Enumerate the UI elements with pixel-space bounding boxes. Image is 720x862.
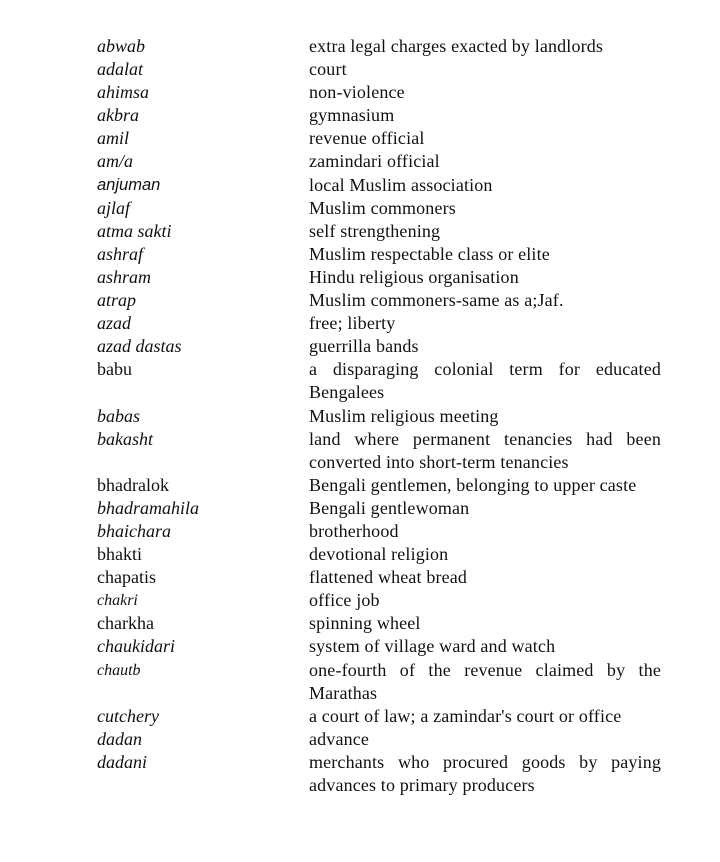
glossary-term: ajlaf — [97, 197, 131, 218]
glossary-term: chautb — [97, 661, 141, 679]
glossary-entry — [97, 728, 672, 751]
glossary-definition: local Muslim association — [309, 174, 493, 195]
glossary-term: am/a — [97, 151, 133, 172]
glossary-entry — [97, 243, 672, 266]
glossary-entry — [97, 127, 672, 150]
glossary-term: ashram — [97, 266, 152, 287]
glossary-definition: one-fourth of the revenue claimed by the Marathas — [309, 659, 661, 703]
glossary-term: charkha — [97, 613, 154, 634]
glossary-term: atrap — [97, 290, 137, 311]
glossary-entry — [97, 428, 672, 474]
glossary-term: akbra — [97, 105, 139, 126]
glossary-entry — [97, 705, 672, 728]
glossary-term: anjuman — [97, 175, 161, 194]
glossary-definition: Muslim commoners-same as a;Jaf. — [309, 290, 564, 311]
glossary-term: chaukidari — [97, 636, 175, 657]
glossary-definition: Muslim commoners — [309, 197, 456, 218]
glossary-term: azad — [97, 313, 132, 334]
glossary-list — [97, 35, 672, 797]
glossary-entry — [97, 358, 672, 404]
glossary-definition: Bengali gentlewoman — [309, 497, 470, 518]
glossary-term: atma sakti — [97, 220, 172, 241]
glossary-term: bhadramahila — [97, 497, 200, 518]
glossary-definition: land where permanent tenancies had been converted into short-term tenancies — [309, 428, 661, 472]
glossary-term: ashraf — [97, 243, 144, 264]
glossary-entry — [97, 612, 672, 635]
glossary-entry — [97, 589, 672, 612]
glossary-term: ahimsa — [97, 82, 150, 103]
glossary-definition: a disparaging colonial term for educated Bengalees — [309, 359, 661, 403]
glossary-entry — [97, 566, 672, 589]
glossary-definition: Hindu religious organisation — [309, 266, 519, 287]
glossary-entry — [97, 197, 672, 220]
glossary-definition: flattened wheat bread — [309, 567, 468, 588]
glossary-definition: revenue official — [309, 128, 425, 149]
glossary-definition: office job — [309, 590, 380, 611]
glossary-definition: court — [309, 59, 347, 80]
glossary-entry — [97, 635, 672, 658]
glossary-term: abwab — [97, 36, 146, 56]
glossary-definition: devotional religion — [309, 544, 449, 565]
glossary-definition: Muslim religious meeting — [309, 405, 499, 426]
glossary-entry — [97, 474, 672, 497]
glossary-entry — [97, 520, 672, 543]
glossary-term: bakasht — [97, 428, 153, 449]
glossary-term: adalat — [97, 59, 144, 80]
glossary-term: chapatis — [97, 567, 156, 588]
glossary-definition: advance — [309, 728, 370, 749]
glossary-entry — [97, 104, 672, 127]
glossary-definition: system of village ward and watch — [309, 636, 556, 657]
glossary-definition: gymnasium — [309, 105, 395, 126]
glossary-term: azad dastas — [97, 336, 182, 357]
glossary-definition: Bengali gentlemen, belonging to upper caste — [309, 474, 637, 495]
glossary-term: cutchery — [97, 705, 159, 726]
glossary-definition: extra legal charges exacted by landlords — [309, 36, 604, 56]
glossary-entry — [97, 543, 672, 566]
glossary-term: amil — [97, 128, 130, 149]
glossary-entry — [97, 405, 672, 428]
glossary-entry — [97, 497, 672, 520]
glossary-entry — [97, 335, 672, 358]
glossary-definition: non-violence — [309, 82, 405, 103]
glossary-entry — [97, 751, 672, 797]
glossary-term: babu — [97, 359, 132, 380]
glossary-term: chakri — [97, 592, 138, 610]
glossary-definition: merchants who procured goods by paying advances to primary producers — [309, 751, 661, 795]
glossary-definition: self strengthening — [309, 220, 441, 241]
glossary-definition: spinning wheel — [309, 613, 421, 634]
glossary-entry — [97, 289, 672, 312]
glossary-definition: free; liberty — [309, 313, 396, 334]
glossary-entry — [97, 220, 672, 243]
glossary-entry — [97, 150, 672, 173]
glossary-entry — [97, 58, 672, 81]
glossary-entry — [97, 174, 672, 197]
glossary-term: dadani — [97, 751, 148, 772]
glossary-entry — [97, 35, 672, 58]
glossary-definition: Muslim respectable class or elite — [309, 243, 550, 264]
glossary-entry — [97, 659, 672, 705]
glossary-definition: zamindari official — [309, 151, 440, 172]
glossary-term: dadan — [97, 728, 142, 749]
glossary-entry — [97, 81, 672, 104]
glossary-definition: brotherhood — [309, 520, 399, 541]
glossary-term: bhadralok — [97, 474, 169, 495]
glossary-term: babas — [97, 405, 141, 426]
glossary-entry — [97, 312, 672, 335]
glossary-definition: guerrilla bands — [309, 336, 419, 357]
glossary-term: bhakti — [97, 544, 142, 565]
glossary-entry — [97, 266, 672, 289]
glossary-term: bhaichara — [97, 520, 171, 541]
glossary-definition: a court of law; a zamindar's court or office — [309, 705, 622, 726]
